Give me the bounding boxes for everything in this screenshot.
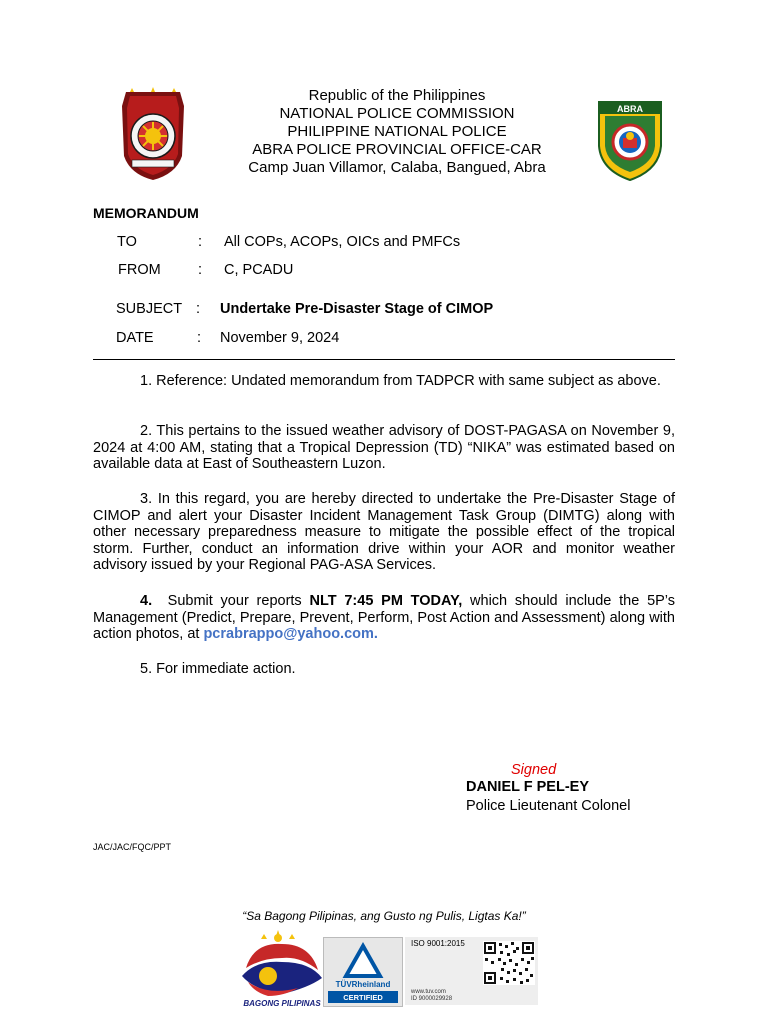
- memorandum-title: MEMORANDUM: [93, 205, 199, 221]
- signed-mark: Signed: [511, 762, 557, 778]
- p4-text-b: which should include the 5P’s Management (Predict, Prepare, Prevent, Perform, Post Action and Assessment) along with action photos, at: [93, 593, 676, 642]
- paragraph-3: 3. In this regard, you are hereby directed to undertake the Pre-Disaster Stage of CIMOP and alert your Disaster Incident Management Task Group (DIMTG) along with other necessary preparedness measure to mitigate the possible effect of the tropical storm. Further, conduct an information drive within your AOR and monitor weather advisory issued by your Regional PAG-ASA Services.: [93, 491, 675, 573]
- date-label: DATE: [116, 330, 154, 346]
- header-office: ABRA POLICE PROVINCIAL OFFICE-CAR: [252, 141, 542, 158]
- from-colon: :: [198, 262, 203, 278]
- header-address: Camp Juan Villamor, Calaba, Bangued, Abra: [248, 159, 546, 176]
- header-pnp: PHILIPPINE NATIONAL POLICE: [287, 123, 507, 140]
- qr-code-icon[interactable]: [483, 941, 535, 985]
- iso-standard: ISO 9001:2015: [411, 939, 465, 948]
- abra-provincial-logo: [597, 100, 663, 182]
- header-republic: Republic of the Philippines: [308, 87, 486, 104]
- subject-value: Undertake Pre-Disaster Stage of CIMOP: [220, 301, 494, 317]
- tuv-triangle-icon: [324, 938, 402, 1006]
- header-divider: [93, 359, 675, 360]
- paragraph-5: 5. For immediate action.: [140, 661, 296, 677]
- header-napolcom: NATIONAL POLICE COMMISSION: [279, 105, 515, 122]
- footer-motto: “Sa Bagong Pilipinas, ang Gusto ng Pulis, Ligtas Ka!”: [242, 909, 526, 923]
- paragraph-4: [93, 593, 675, 643]
- from-value: C, PCADU: [224, 262, 294, 278]
- paragraph-1: 1. Reference: Undated memorandum from TADPCR with same subject as above.: [140, 373, 661, 389]
- date-value: November 9, 2024: [220, 330, 340, 346]
- signatory-name: DANIEL F PEL-EY: [466, 779, 589, 795]
- to-colon: :: [198, 234, 203, 250]
- tuv-www: www.tuv.com: [411, 989, 446, 995]
- subject-label: SUBJECT: [116, 301, 183, 317]
- p4-period: .: [373, 626, 378, 642]
- to-label: TO: [117, 234, 137, 250]
- abra-logo-text: ABRA: [617, 104, 643, 114]
- tuv-website: [411, 989, 452, 1003]
- tuv-name: TÜVRheinland: [335, 980, 391, 989]
- date-colon: :: [197, 330, 202, 346]
- p4-text-a: Submit your reports: [167, 593, 302, 609]
- p4-number: 4.: [140, 593, 153, 609]
- email-link[interactable]: pcrabrappo@yahoo.com: [203, 626, 374, 642]
- p4-deadline: NLT 7:45 PM TODAY,: [309, 593, 463, 609]
- tuv-certified-badge: [323, 937, 403, 1007]
- from-label: FROM: [118, 262, 161, 278]
- reference-initials: JAC/JAC/FQC/PPT: [93, 842, 172, 852]
- subject-colon: :: [196, 301, 201, 317]
- to-value: All COPs, ACOPs, OICs and PMFCs: [224, 234, 461, 250]
- signatory-rank: Police Lieutenant Colonel: [466, 798, 631, 814]
- pnp-logo: [118, 86, 188, 182]
- paragraph-2: 2. This pertains to the issued weather advisory of DOST-PAGASA on November 9, 2024 at 4:00 AM, stating that a Tropical Depression (TD) “NIKA” was estimated based on available data at East of Southeastern Luzon.: [93, 423, 675, 472]
- tuv-certified: CERTIFIED: [343, 993, 383, 1002]
- bagong-pilipinas-logo: [238, 930, 326, 1008]
- bp-label: BAGONG PILIPINAS: [243, 999, 321, 1008]
- tuv-id: ID 9000029928: [411, 996, 453, 1002]
